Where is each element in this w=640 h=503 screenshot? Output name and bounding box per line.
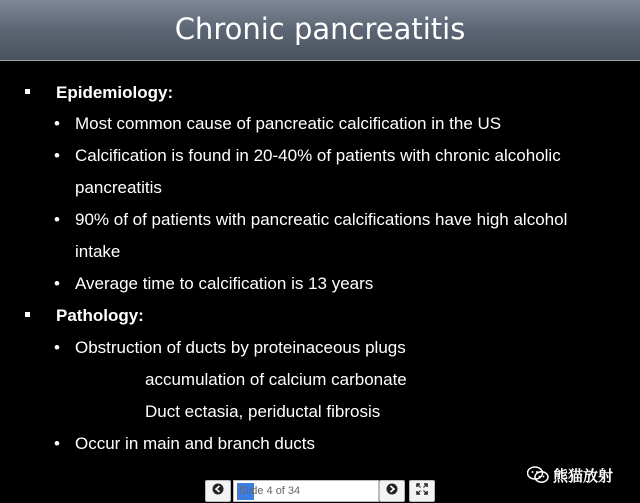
watermark-text: 熊猫放射	[553, 466, 614, 485]
slide-progress[interactable]	[233, 480, 379, 502]
watermark	[527, 462, 613, 488]
arrow-right-icon	[386, 482, 398, 500]
bullet-item: • Calcification is found in 20-40% of patients with chronic alcoholic	[0, 143, 640, 169]
arrow-left-icon	[212, 482, 224, 500]
bullet-item: • Obstruction of ducts by proteinaceous plugs	[0, 335, 640, 361]
bullet-continuation: pancreatitis	[75, 178, 162, 197]
bullet-continuation: intake	[75, 242, 121, 261]
fullscreen-icon	[416, 482, 428, 500]
bullet-dot-icon: •	[54, 114, 60, 133]
bullet-dot-icon: •	[54, 434, 60, 453]
next-slide-button[interactable]	[379, 480, 405, 502]
square-bullet-icon	[25, 89, 30, 94]
slide-title: Chronic pancreatitis	[174, 12, 466, 46]
wechat-icon	[527, 466, 549, 484]
sub-item: Duct ectasia, periductal fibrosis	[145, 402, 381, 421]
bullet-item: • Occur in main and branch ducts	[0, 431, 640, 457]
bullet-item: • 90% of of patients with pancreatic calcifications have high alcohol	[0, 207, 640, 233]
bullet-dot-icon: •	[54, 146, 60, 165]
bullet-item: • Most common cause of pancreatic calcification in the US	[0, 111, 640, 137]
previous-slide-button[interactable]	[205, 480, 231, 502]
fullscreen-button[interactable]	[409, 480, 435, 502]
bullet-dot-icon: •	[54, 338, 60, 357]
bullet-item: • Average time to calcification is 13 years	[0, 271, 640, 297]
bullet-dot-icon: •	[54, 210, 60, 229]
slideshow-controls	[205, 480, 435, 503]
slide-indicator: Slide 4 of 34	[239, 485, 301, 497]
bullet-dot-icon: •	[54, 274, 60, 293]
sub-item: accumulation of calcium carbonate	[145, 370, 407, 389]
section-heading-pathology: Pathology:	[0, 303, 300, 329]
square-bullet-icon	[25, 312, 30, 317]
section-heading-epidemiology: Epidemiology:	[0, 80, 300, 106]
